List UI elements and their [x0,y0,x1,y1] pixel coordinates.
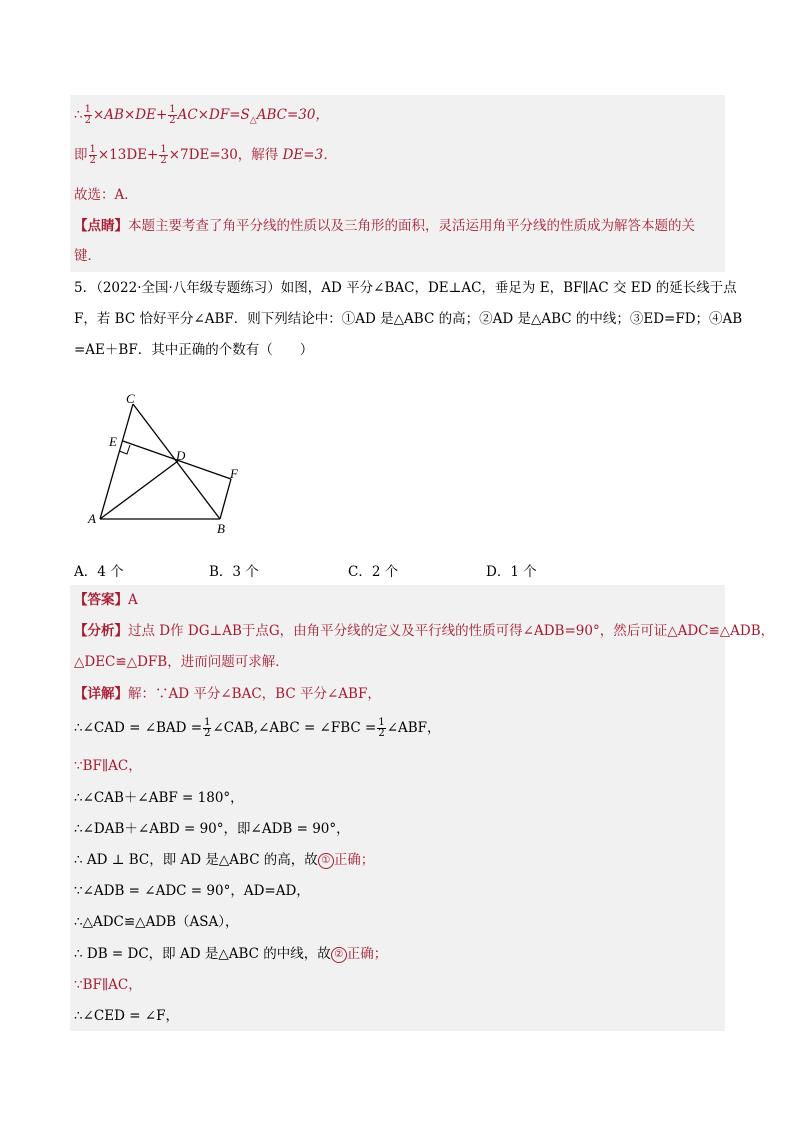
detail-line-1: 【详解】解：∵AD 平分∠BAC，BC 平分∠ABF， [74,686,381,702]
label-c: C [126,391,135,406]
detail-line-4: ∴∠CAB＋∠ABF = 180°， [74,790,244,806]
detail-line-11: ∴∠CED = ∠F， [74,1008,179,1024]
analysis-line-1: 【分析】过点 D作 DG⊥AB于点G，由角平分线的定义及平行线的性质可得∠ADB=90°，然后可证△ADC≌△ADB， [74,623,775,639]
detail-line-3: ∵BF∥AC， [74,758,142,774]
option-c: C．2 个 [348,564,399,580]
solution-line-2: 即 $\frac{1}{2}$ ×13DE+ $\frac{1}{2}$ ×7DE=30，解得 DE=3． [74,144,337,166]
detail-line-6: ∴ AD ⊥ BC，即 AD 是△ABC 的高，故 ① 正确； [74,852,375,868]
question-line-1: 5．（2022·全国·八年级专题练习）如图，AD 平分∠BAC，DE⊥AC，垂足为 E，BF∥AC 交 ED 的延长线于点 [74,280,737,296]
solution-block-bottom [70,585,725,1031]
detail-line-9: ∴ DB = DC，即 AD 是△ABC 的中线，故 ② 正确； [74,946,388,962]
label-f: F [230,466,238,481]
solution-line-4: 【点睛】本题主要考查了角平分线的性质以及三角形的面积，灵活运用角平分线的性质成为解答本题的关 [74,218,695,234]
detail-line-8: ∴△ADC≌△ADB（ASA）， [74,914,239,930]
label-e: E [109,434,117,449]
circled-number-2: ② [331,947,347,963]
option-a: A．4 个 [74,564,124,580]
detail-line-5: ∴∠DAB＋∠ABD = 90°，即∠ADB = 90°， [74,821,350,837]
side-ac [100,404,133,519]
option-d: D．1 个 [486,564,537,580]
answer-line: 【答案】A [74,592,138,608]
label-d: D [176,448,186,463]
solution-line-5: 键． [74,248,101,264]
detail-line-7: ∵∠ADB = ∠ADC = 90°，AD=AD， [74,883,310,899]
geometry-figure [80,390,260,540]
solution-line-3: 故选：A． [74,187,138,203]
solution-line-1: ∴ $\frac{1}{2}$ ×AB×DE+ $\frac{1}{2}$ $AC\times DF=S_\triangle ABC=30$， [74,104,329,126]
segment-ad [100,461,178,519]
option-b: B．3 个 [209,564,259,580]
detail-line-10: ∵BF∥AC， [74,977,142,993]
label-a: A [88,511,96,526]
label-b: B [217,521,225,536]
question-line-2: F，若 BC 恰好平分∠ABF．则下列结论中：①AD 是△ABC 的高；②AD 是△ABC 的中线；③ED=FD；④AB [74,311,743,327]
segment-bf [220,479,231,519]
circled-number-1: ① [318,853,334,869]
analysis-line-2: △DEC≌△DFB，进而问题可求解． [74,654,289,670]
question-line-3: =AE＋BF．其中正确的个数有（ ） [74,342,314,358]
detail-line-2: ∴∠CAD = ∠BAD = $\frac{1}{2}$ ∠CAB,∠ABC = ∠FBC = $\frac{1}{2}$ ∠ABF， [74,717,441,739]
